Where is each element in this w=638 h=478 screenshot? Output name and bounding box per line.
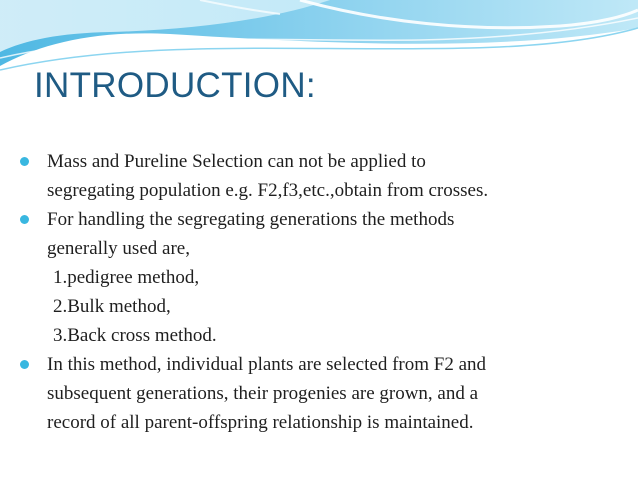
method-item <box>18 263 618 292</box>
bullet-continuation <box>18 379 618 408</box>
bullet-icon <box>20 157 29 166</box>
bullet-item <box>18 205 618 234</box>
bullet-icon <box>20 215 29 224</box>
bullet-continuation <box>18 234 618 263</box>
bullet-text: Mass and Pureline Selection can not be applied to <box>47 151 426 172</box>
method-text: 3.Back cross method. <box>53 325 217 346</box>
bullet-item <box>18 350 618 379</box>
method-text: 2.Bulk method, <box>53 296 171 317</box>
method-item <box>18 292 618 321</box>
bullet-continuation <box>18 176 618 205</box>
method-text: 1.pedigree method, <box>53 267 200 288</box>
bullet-text: subsequent generations, their progenies are grown, and a <box>47 383 479 404</box>
bullet-text: For handling the segregating generations the methods <box>47 209 455 230</box>
bullet-icon <box>20 360 29 369</box>
bullet-continuation <box>18 408 618 437</box>
bullet-text: segregating population e.g. F2,f3,etc.,obtain from crosses. <box>47 180 489 201</box>
bullet-text: In this method, individual plants are selected from F2 and <box>47 354 487 375</box>
bullet-item <box>18 147 618 176</box>
method-item <box>18 321 618 350</box>
slide-title: INTRODUCTION: <box>34 66 316 105</box>
bullet-text: record of all parent-offspring relationship is maintained. <box>47 412 474 433</box>
bullet-text: generally used are, <box>47 238 190 259</box>
slide-content <box>18 147 618 437</box>
